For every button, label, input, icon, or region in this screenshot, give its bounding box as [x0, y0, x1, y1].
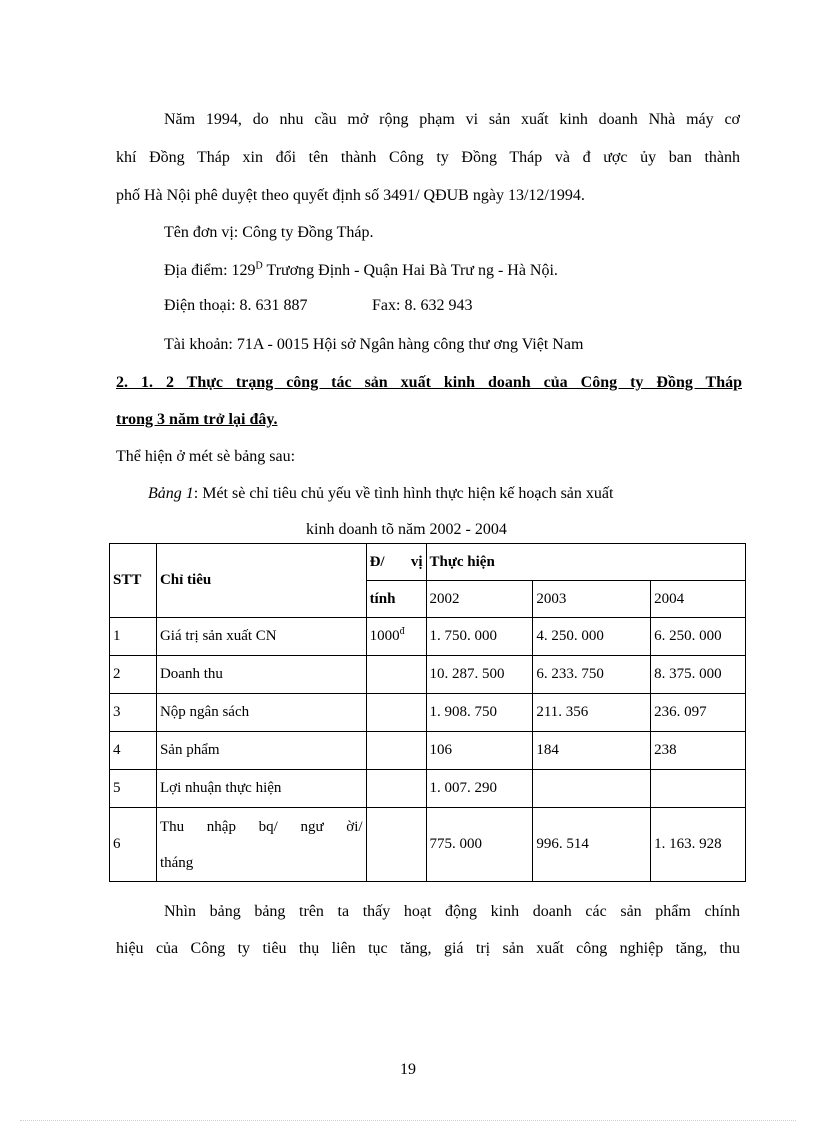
cell-indicator-line1: Thu nhập bq/ ngư ời/ — [159, 818, 363, 835]
cell-stt: 2 — [110, 656, 157, 694]
table-row — [110, 694, 746, 732]
cell-2002: 106 — [426, 732, 533, 770]
cell-indicator: Giá trị sản xuất CN — [156, 618, 366, 656]
cell-stt: 4 — [110, 732, 157, 770]
header-unit-bottom: tính — [366, 581, 426, 618]
caption-prefix: Bảng 1 — [148, 485, 194, 502]
table-intro: Thể hiện ở mét sè bảng sau: — [116, 448, 296, 465]
section-heading-line1: 2. 1. 2 Thực trạng công tác sản xuất kinh doanh của Công ty Đồng Tháp — [116, 374, 742, 391]
cell-2003: 184 — [533, 732, 651, 770]
paragraph-line: khí Đồng Tháp xin đổi tên thành Công ty Đồng Tháp và đ ược ủy ban thành — [116, 149, 740, 166]
fax: Fax: 8. 632 943 — [372, 297, 473, 314]
cell-2003: 6. 233. 750 — [533, 656, 651, 694]
data-table — [109, 543, 746, 882]
address-sup: D — [255, 260, 263, 272]
address-suffix: Trương Định - Quận Hai Bà Trư ng - Hà Nội. — [262, 262, 558, 279]
cell-2004: 238 — [651, 732, 746, 770]
header-performed: Thực hiện — [426, 544, 745, 581]
cell-unit — [366, 656, 426, 694]
paragraph-line: phố Hà Nội phê duyệt theo quyết định số 3491/ QĐUB ngày 13/12/1994. — [116, 187, 585, 204]
header-indicator: Chỉ tiêu — [156, 544, 366, 618]
header-unit-a: Đ/ — [369, 553, 385, 570]
table-row — [110, 770, 746, 808]
cell-unit — [366, 618, 426, 656]
cell-2003 — [533, 770, 651, 808]
cell-stt: 6 — [110, 808, 157, 882]
table-row — [110, 618, 746, 656]
cell-2004: 236. 097 — [651, 694, 746, 732]
cell-unit-value: 1000 — [369, 628, 400, 644]
table-row — [110, 732, 746, 770]
table-caption-line1 — [148, 484, 613, 504]
cell-indicator: Sản phẩm — [156, 732, 366, 770]
caption-text: : Mét sè chỉ tiêu chủ yếu về tình hình thực hiện kế hoạch sản xuất — [193, 485, 614, 502]
cell-2003: 4. 250. 000 — [533, 618, 651, 656]
cell-2004: 1. 163. 928 — [651, 808, 746, 882]
cell-2002: 775. 000 — [426, 808, 533, 882]
cell-2003: 996. 514 — [533, 808, 651, 882]
header-unit-top — [366, 544, 426, 581]
cell-indicator: Nộp ngân sách — [156, 694, 366, 732]
section-heading-line2: trong 3 năm trở lại đây. — [116, 411, 278, 428]
cell-stt: 3 — [110, 694, 157, 732]
cell-unit — [366, 770, 426, 808]
account: Tài khoản: 71A - 0015 Hội sở Ngân hàng công thư ơng Việt Nam — [164, 336, 584, 353]
cell-unit-sup: đ — [399, 626, 405, 637]
page-number: 19 — [400, 1061, 416, 1078]
header-year-2002: 2002 — [426, 581, 533, 618]
header-year-2004: 2004 — [651, 581, 746, 618]
cell-stt: 1 — [110, 618, 157, 656]
cell-indicator-line2: tháng — [159, 854, 194, 871]
cell-2004: 8. 375. 000 — [651, 656, 746, 694]
table-row — [110, 656, 746, 694]
cell-2002: 10. 287. 500 — [426, 656, 533, 694]
address — [164, 261, 558, 281]
page-bottom-divider — [20, 1120, 796, 1121]
header-stt: STT — [110, 544, 157, 618]
header-year-2003: 2003 — [533, 581, 651, 618]
phone: Điện thoại: 8. 631 887 — [164, 297, 308, 314]
cell-2003: 211. 356 — [533, 694, 651, 732]
table-caption-line2: kinh doanh tõ năm 2002 - 2004 — [306, 521, 507, 538]
cell-indicator — [156, 808, 366, 882]
table-row — [110, 808, 746, 882]
cell-2004 — [651, 770, 746, 808]
cell-unit — [366, 808, 426, 882]
cell-unit — [366, 694, 426, 732]
cell-stt: 5 — [110, 770, 157, 808]
cell-2002: 1. 007. 290 — [426, 770, 533, 808]
header-unit-b: vị — [410, 553, 423, 570]
cell-indicator: Lợi nhuận thực hiện — [156, 770, 366, 808]
address-prefix: Địa điểm: 129 — [164, 262, 256, 279]
unit-name: Tên đơn vị: Công ty Đồng Tháp. — [164, 224, 374, 241]
cell-indicator: Doanh thu — [156, 656, 366, 694]
cell-2002: 1. 908. 750 — [426, 694, 533, 732]
cell-2004: 6. 250. 000 — [651, 618, 746, 656]
closing-line1: Nhìn bảng bảng trên ta thấy hoạt động kinh doanh các sản phẩm chính — [164, 903, 740, 920]
closing-line2: hiệu của Công ty tiêu thụ liên tục tăng, giá trị sản xuất công nghiệp tăng, thu — [116, 940, 740, 957]
cell-2002: 1. 750. 000 — [426, 618, 533, 656]
paragraph-line: Năm 1994, do nhu cầu mở rộng phạm vi sản xuất kinh doanh Nhà máy cơ — [164, 111, 740, 128]
cell-unit — [366, 732, 426, 770]
